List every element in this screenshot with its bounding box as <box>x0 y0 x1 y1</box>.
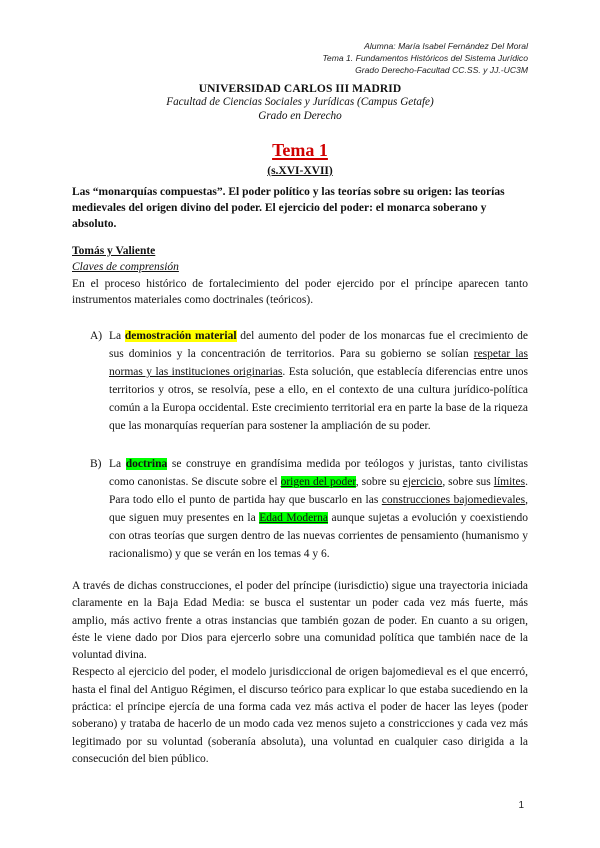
text-run: , que siguen muy presentes en la <box>109 494 528 524</box>
highlight-doctrina: doctrina <box>125 458 168 470</box>
closing-paragraph-1: A través de dichas construcciones, el poder del príncipe (iurisdictio) sigue una trayectoria iniciada claramente en la Baja Edad Media: se busca el sustentar un poder cada vez más fuerte, más amplio, más activo frente a otras instancias que también gozan de poder. En cuanto a su origen, éste le viene dado por Dios para ejercerlo sobre una comunidad política que también nace de la voluntad divina. <box>72 580 528 662</box>
text-run: La <box>109 458 126 470</box>
faculty-name: Facultad de Ciencias Sociales y Jurídicas (Campus Getafe) <box>166 96 434 108</box>
text-run: aunque sujetas a evolución y coexistiendo con otras teorías que surgen dentro de las nuevas corrientes de pensamiento (humanismo y racionalismo) y que se verán en los temas 4 y 6. <box>109 512 528 560</box>
university-name: UNIVERSIDAD CARLOS III MADRID <box>198 83 402 95</box>
text-run: . Para todo ello el punto de partida hay que buscarlo en las <box>109 476 528 506</box>
closing-paragraph-2: Respecto al ejercicio del poder, el modelo jurisdiccional de origen bajomedieval es el que encerró, hasta el final del Antiguo Régimen, el discurso teórico para explicar lo que estaba sucediendo en la práctica: el príncipe ejercía de una forma cada vez más activa el poder de hacer las leyes (poder soberano) y trataba de hacerlo de un modo cada vez menos sujeto a constricciones y cada vez más legitimado por su voluntad (soberanía absoluta), una voluntad en cualquier caso dirigida a la consecución del bien público. <box>72 666 528 765</box>
text-run: del aumento del poder de los monarcas fue el crecimiento de sus dominios y la concentración de territorios. Para su gobierno se solían <box>109 330 528 360</box>
list-item-a <box>90 327 528 435</box>
highlight-origen-poder: origen del poder <box>280 476 356 488</box>
list-item-label: A) <box>90 330 103 342</box>
closing-section <box>72 578 528 768</box>
header-degree: Grado Derecho-Facultad CC.SS. y JJ.-UC3M <box>355 65 528 75</box>
highlight-demostracion: demostración material <box>124 330 237 342</box>
list-item-text <box>109 455 528 563</box>
text-run: se construye en grandísima medida por teólogos y juristas, tanto civilistas como canonistas. Se discute sobre el <box>109 458 528 488</box>
topic-title: Tema 1 <box>272 140 328 160</box>
degree-name: Grado en Derecho <box>258 110 342 122</box>
intro-paragraph: En el proceso histórico de fortalecimiento del poder ejercido por el príncipe aparecen tanto instrumentos materiales como doctrinales (teóricos). <box>72 278 528 306</box>
underline-ejercicio: ejercicio <box>402 476 443 488</box>
text-run: , sobre su <box>355 476 403 488</box>
list-item-label: B) <box>90 458 102 470</box>
underline-construcciones: construcciones bajomedievales <box>381 494 526 506</box>
text-run: . Esta solución, que establecía diferencias entre unos territorios y otros, se resolvía, pese a ello, en el contexto de una cultura jurídico-política común a la Europa occidental. Este crecimiento territorial era en parte la base de la riqueza que las monarquías requerían para sostener la ampliación de su poder. <box>109 366 528 432</box>
topic-summary: Las “monarquías compuestas”. El poder político y las teorías sobre su origen: las teorías medievales del origen divino del poder. El ejercicio del poder: el monarca soberano y absoluto. <box>72 186 505 230</box>
header-topic: Tema 1. Fundamentos Históricos del Sistema Jurídico <box>322 53 528 63</box>
text-run: La <box>109 330 125 342</box>
page-number: 1 <box>518 800 524 811</box>
header-student: Alumna: María Isabel Fernández Del Moral <box>364 41 528 51</box>
title-block <box>72 82 528 123</box>
page-header <box>322 40 528 76</box>
highlight-edad-moderna: Edad Moderna <box>259 512 328 524</box>
underline-limites: límites <box>493 476 526 488</box>
text-run: , sobre sus <box>442 476 494 488</box>
section-author: Tomás y Valiente <box>72 245 156 257</box>
topic-period: (s.XVI-XVII) <box>267 165 333 177</box>
list-item-b <box>90 455 528 563</box>
underline-normas: respetar las normas y las instituciones originarias <box>109 348 529 378</box>
list-item-text <box>109 327 528 435</box>
section-subtitle: Claves de comprensión <box>72 261 179 273</box>
